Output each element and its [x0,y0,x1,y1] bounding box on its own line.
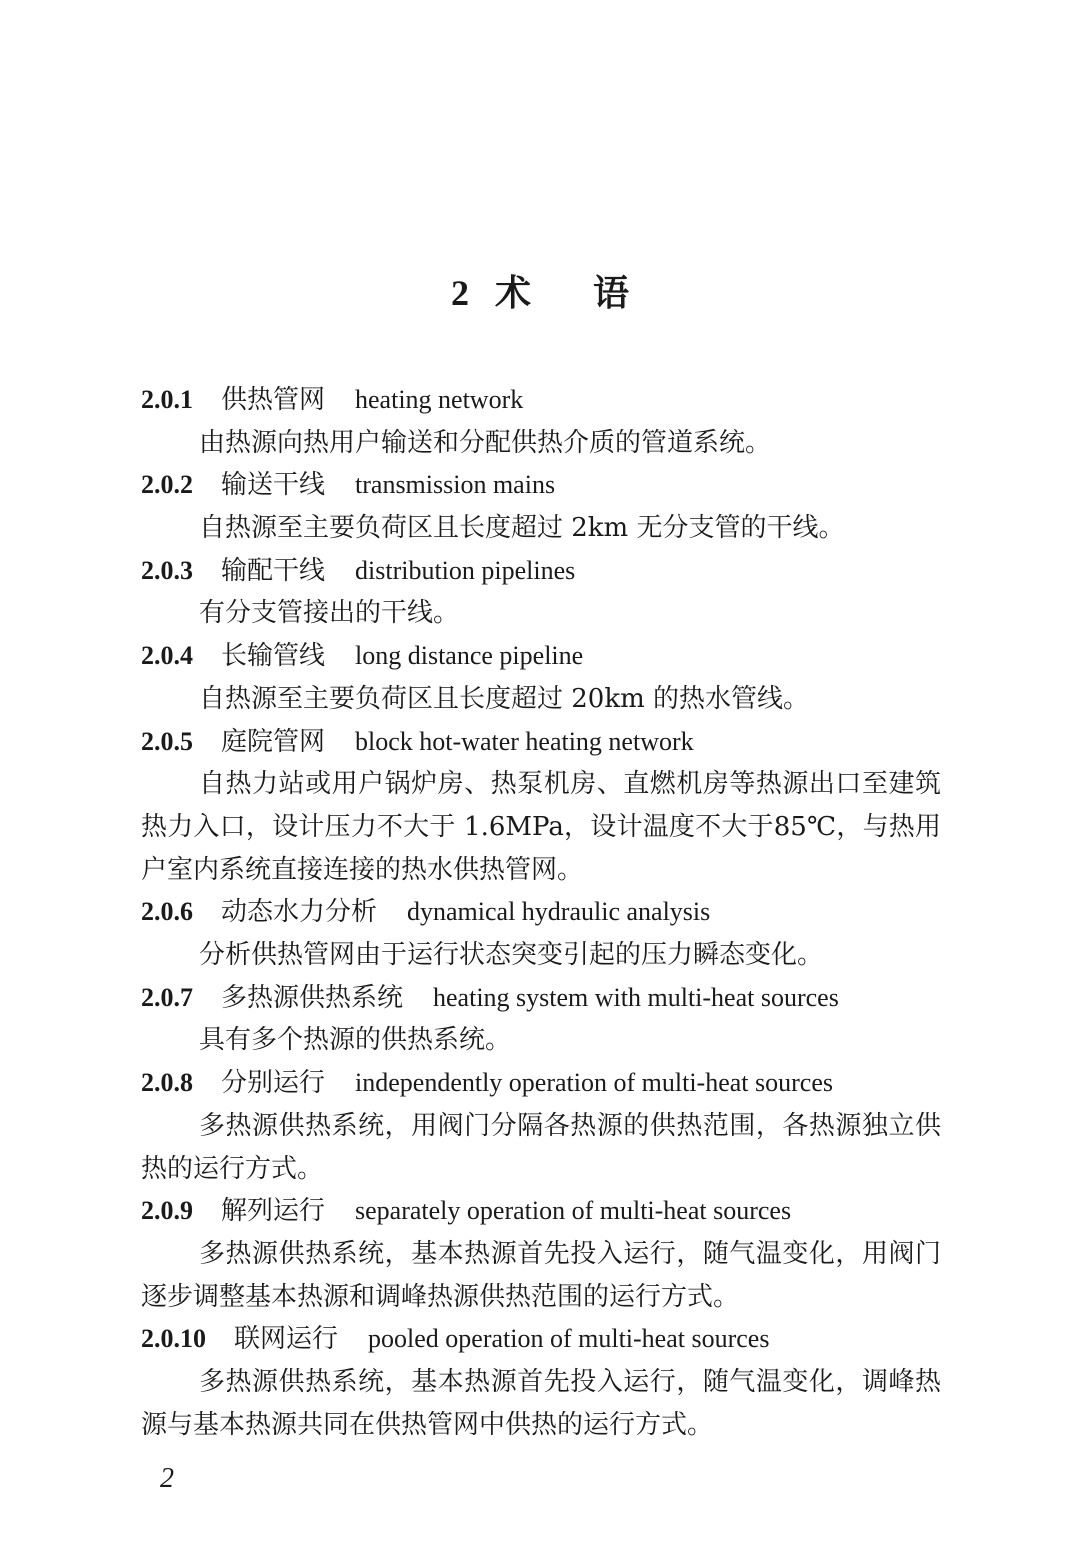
page-number: 2 [160,1463,174,1494]
term-definition: 自热源至主要负荷区且长度超过 2km 无分支管的干线。 [199,513,845,544]
term-entry [141,635,941,720]
term-definition: 自热源至主要负荷区且长度超过 20km 的热水管线。 [199,683,810,714]
term-entry [141,1062,941,1190]
term-chinese-name: 长输管线 [221,641,326,672]
term-english-name: transmission mains [355,470,556,500]
term-heading [141,1190,941,1233]
term-heading [141,721,941,764]
term-number: 2.0.1 [141,385,193,414]
term-definition: 多热源供热系统，基本热源首先投入运行，随气温变化，用阀门逐步调整基本热源和调峰热源供热范围的运行方式。 [141,1238,941,1312]
term-english-name: heating network [355,385,524,414]
term-english-name: independently operation of multi-heat sources [355,1068,833,1098]
term-number: 2.0.2 [141,470,193,500]
term-heading [141,379,941,422]
chapter-title [0,268,1080,318]
term-number: 2.0.5 [141,726,193,756]
term-entry [141,891,941,976]
term-heading [141,977,941,1020]
term-heading [141,891,941,934]
term-number: 2.0.10 [141,1324,206,1354]
term-entry [141,1318,941,1446]
term-number: 2.0.9 [141,1196,193,1226]
term-chinese-name: 多热源供热系统 [221,982,404,1013]
term-definition: 多热源供热系统，基本热源首先投入运行，随气温变化，调峰热源与基本热源共同在供热管网中供热的运行方式。 [141,1367,941,1440]
term-chinese-name: 庭院管网 [221,726,326,757]
term-heading [141,1062,941,1105]
term-english-name: dynamical hydraulic analysis [407,897,711,927]
term-definition: 具有多个热源的供热系统。 [199,1025,512,1056]
term-chinese-name: 动态水力分析 [221,897,378,928]
term-chinese-name: 解列运行 [221,1196,326,1227]
term-heading [141,550,941,593]
term-entry [141,1190,941,1318]
term-number: 2.0.3 [141,555,193,585]
term-chinese-name: 联网运行 [234,1324,339,1355]
term-english-name: separately operation of multi-heat sources [355,1196,792,1226]
term-definition: 自热力站或用户锅炉房、热泵机房、直燃机房等热源出口至建筑热力入口，设计压力不大于 1.6MPa，设计温度不大于85℃，与热用户室内系统直接连接的热水供热管网。 [141,769,941,885]
term-english-name: block hot-water heating network [355,726,694,756]
term-entry [141,464,941,549]
term-definition: 由热源向热用户输送和分配供热介质的管道系统。 [199,427,772,458]
term-english-name: long distance pipeline [355,641,584,671]
term-english-name: pooled operation of multi-heat sources [368,1324,770,1354]
term-entry [141,550,941,635]
chapter-number: 2 [450,273,469,313]
term-english-name: distribution pipelines [355,555,576,585]
terms-list [141,379,941,1446]
term-chinese-name: 输送干线 [221,470,326,501]
term-number: 2.0.7 [141,982,193,1012]
term-entry [141,379,941,464]
term-definition: 多热源供热系统，用阀门分隔各热源的供热范围，各热源独立供热的运行方式。 [141,1110,941,1184]
term-heading [141,635,941,678]
term-heading [141,1318,941,1361]
term-number: 2.0.6 [141,897,193,927]
term-number: 2.0.8 [141,1068,193,1098]
term-definition: 分析供热管网由于运行状态突变引起的压力瞬态变化。 [199,940,824,971]
term-chinese-name: 供热管网 [221,385,326,415]
term-chinese-name: 输配干线 [221,555,326,586]
term-heading [141,464,941,507]
term-chinese-name: 分别运行 [221,1068,326,1099]
chapter-name: 术语 [494,272,691,314]
term-english-name: heating system with multi-heat sources [433,982,839,1012]
term-entry [141,977,941,1062]
term-definition: 有分支管接出的干线。 [199,598,460,629]
term-number: 2.0.4 [141,641,193,671]
term-entry [141,721,941,892]
